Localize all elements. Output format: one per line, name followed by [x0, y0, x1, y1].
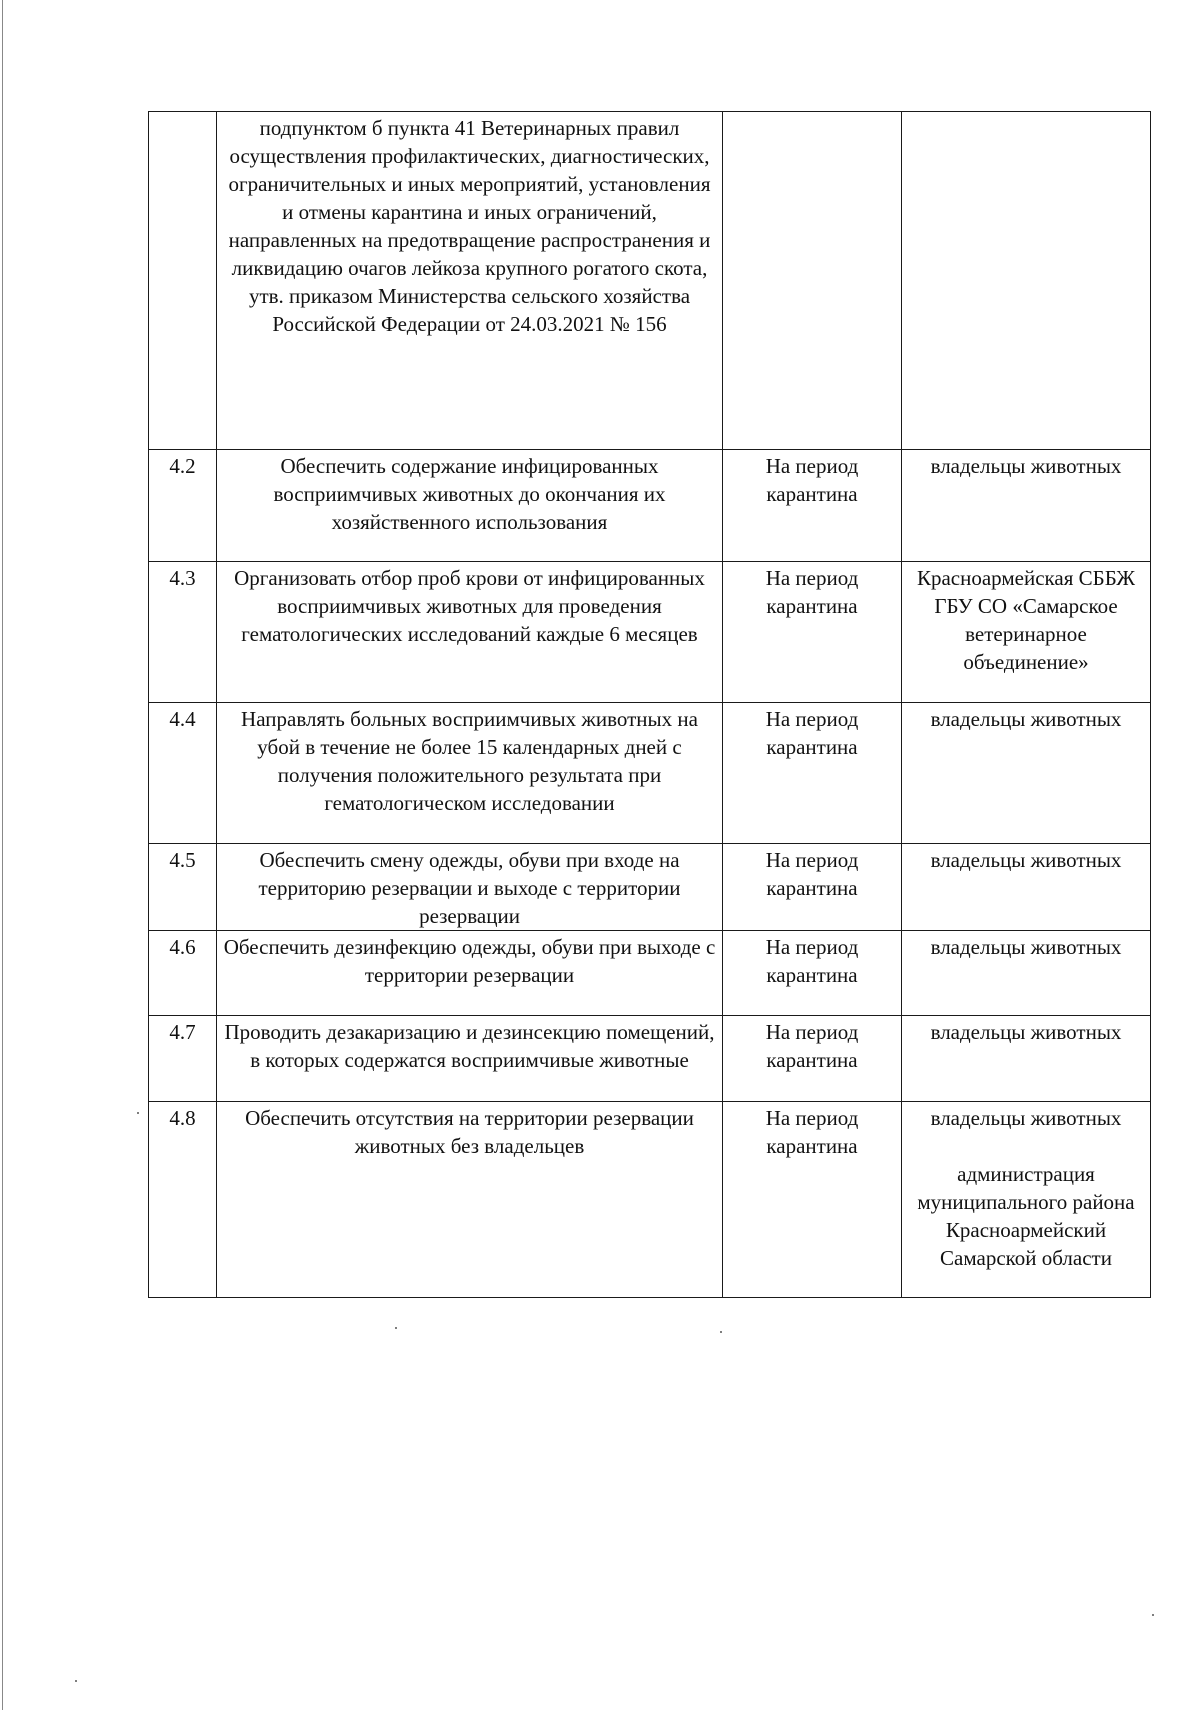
responsible-spacer [908, 1132, 1144, 1160]
term-text: На период карантина [723, 931, 902, 1016]
table-row [149, 562, 1151, 703]
page-scan-edge [2, 0, 3, 1710]
scan-speck [395, 1327, 397, 1329]
row-number: 4.3 [149, 562, 217, 703]
table-row [149, 450, 1151, 562]
row-number: 4.4 [149, 703, 217, 844]
measures-table [148, 111, 1151, 1298]
term-text: На период карантина [723, 703, 902, 844]
term-text: На период карантина [723, 1016, 902, 1102]
action-text: Обеспечить отсутствия на территории резервации животных без владельцев [217, 1102, 723, 1298]
table-row [149, 703, 1151, 844]
row-number: 4.7 [149, 1016, 217, 1102]
row-number: 4.5 [149, 844, 217, 931]
responsible-text: владельцы животных [930, 1106, 1122, 1130]
responsible-text: владельцы животных [902, 703, 1151, 844]
action-text: Направлять больных восприимчивых животных на убой в течение не более 15 календарных дней с получения положительного результата при гематологическом исследовании [217, 703, 723, 844]
table-row [149, 931, 1151, 1016]
responsible-text: владельцы животных [902, 1016, 1151, 1102]
table-row [149, 1016, 1151, 1102]
term-text: На период карантина [723, 562, 902, 703]
row-number: 4.8 [149, 1102, 217, 1298]
scan-speck [1152, 1614, 1154, 1616]
term-text [723, 112, 902, 450]
row-number [149, 112, 217, 450]
table-row [149, 1102, 1151, 1298]
responsible-text: владельцы животных [902, 450, 1151, 562]
scan-speck [720, 1331, 722, 1333]
action-text: подпунктом б пункта 41 Ветеринарных правил осуществления профилактических, диагностических, ограничительных и иных мероприятий, установления и отмены карантина и иных ограничений, направленных на предотвращение распространения и ликвидацию очагов лейкоза крупного рогатого скота, утв. приказом Министерства сельского хозяйства Российской Федерации от 24.03.2021 № 156 [217, 112, 723, 450]
term-text: На период карантина [723, 1102, 902, 1298]
responsible-extra-text: администрация муниципального района Красноармейский Самарской области [917, 1162, 1135, 1270]
action-text: Проводить дезакаризацию и дезинсекцию помещений, в которых содержатся восприимчивые животные [217, 1016, 723, 1102]
responsible-text: владельцы животных [902, 931, 1151, 1016]
table-row [149, 844, 1151, 931]
row-number: 4.6 [149, 931, 217, 1016]
responsible-text: Красноармейская СББЖ ГБУ СО «Самарское ветеринарное объединение» [902, 562, 1151, 703]
action-text: Обеспечить смену одежды, обуви при входе на территорию резервации и выходе с территории резервации [217, 844, 723, 931]
row-number: 4.2 [149, 450, 217, 562]
responsible-text [902, 112, 1151, 450]
scan-speck [75, 1680, 77, 1682]
action-text: Организовать отбор проб крови от инфицированных восприимчивых животных для проведения гематологических исследований каждые 6 месяцев [217, 562, 723, 703]
term-text: На период карантина [723, 844, 902, 931]
action-text: Обеспечить содержание инфицированных восприимчивых животных до окончания их хозяйственного использования [217, 450, 723, 562]
table-row [149, 112, 1151, 450]
term-text: На период карантина [723, 450, 902, 562]
responsible-cell [902, 1102, 1151, 1298]
action-text: Обеспечить дезинфекцию одежды, обуви при выходе с территории резервации [217, 931, 723, 1016]
scan-speck [137, 1112, 139, 1114]
responsible-text: владельцы животных [902, 844, 1151, 931]
